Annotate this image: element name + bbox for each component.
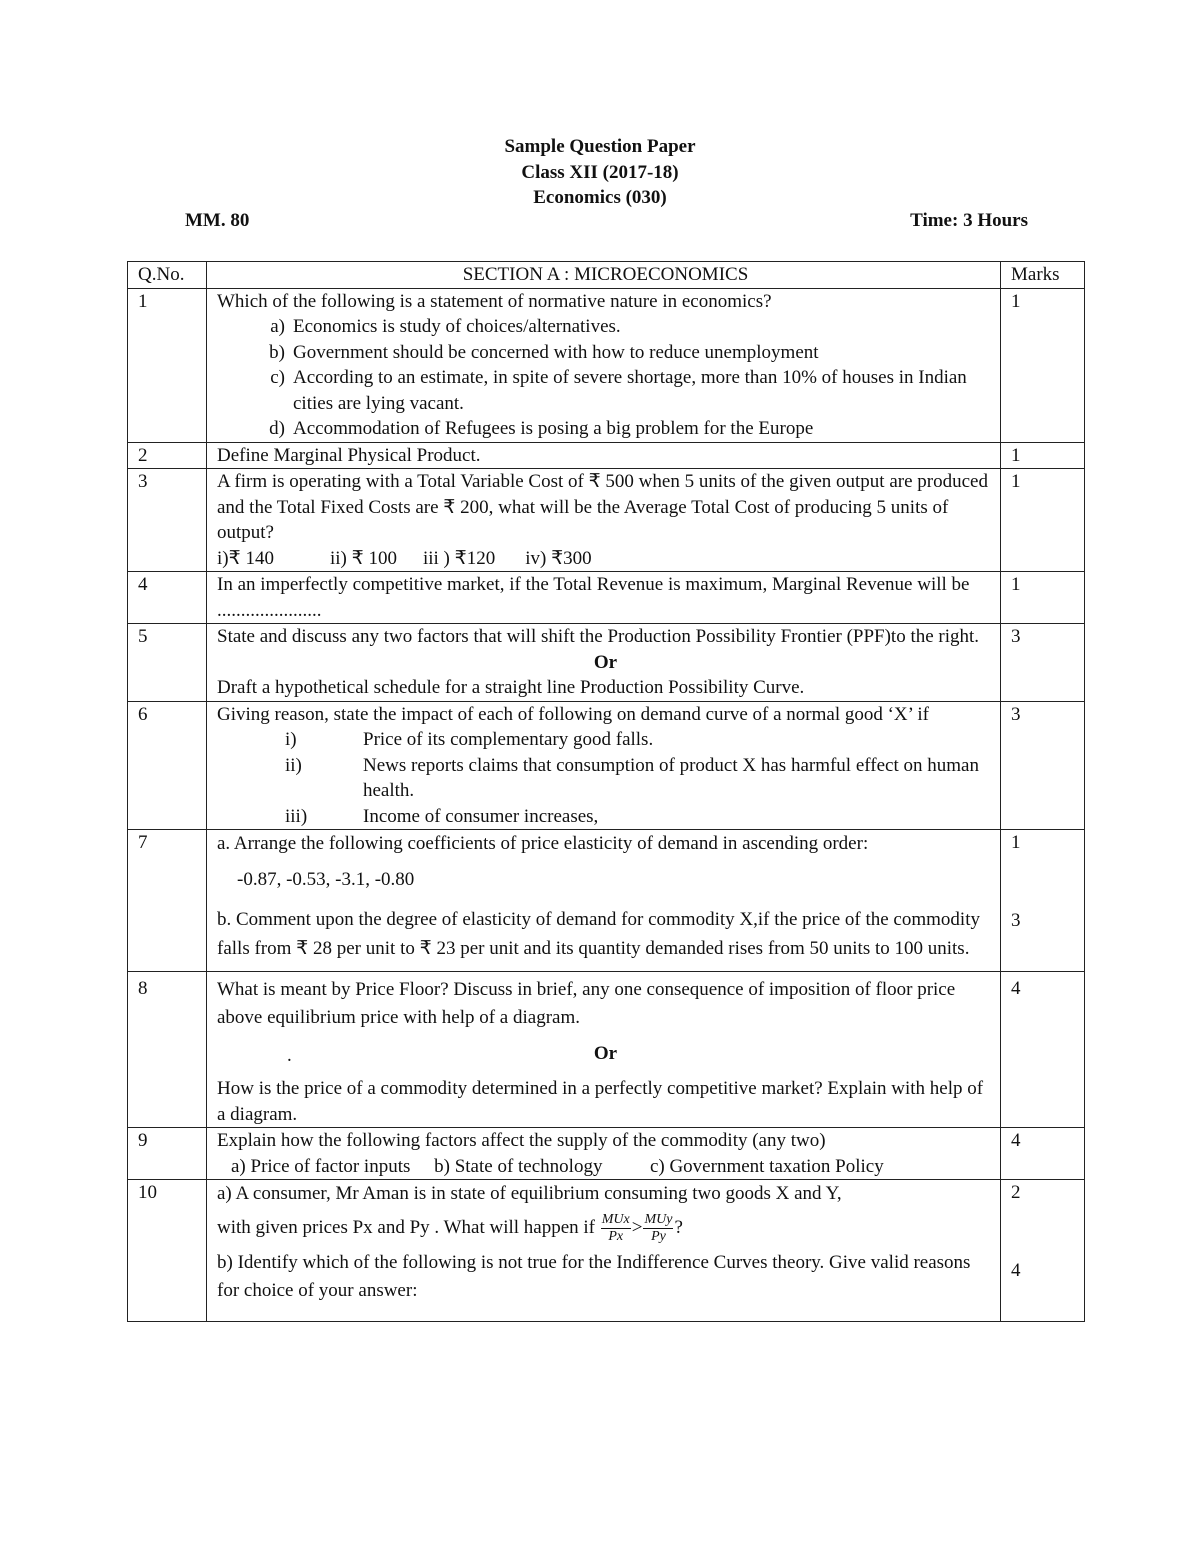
question-stem <box>217 469 994 546</box>
option-text: Accommodation of Refugees is posing a big problem for the Europe <box>293 418 814 439</box>
fraction-numerator: MUx <box>601 1212 630 1227</box>
list-item <box>217 753 994 804</box>
question-marks: 1 <box>1001 442 1085 469</box>
qno-header: Q.No. <box>128 262 207 289</box>
class-line: Class XII (2017-18) <box>521 161 679 183</box>
question-marks: 4 <box>1001 972 1085 1128</box>
option-label: i) <box>217 547 229 569</box>
stem-part: 28 per unit to <box>308 938 420 959</box>
marks-part-a: 2 <box>1011 1182 1021 1203</box>
question-text-b: b) Identify which of the following is not true for the Indifference Curves theory. Give valid reasons for choice of your answer: <box>217 1252 971 1301</box>
item-label: iii) <box>285 805 308 827</box>
question-number: 7 <box>128 830 207 972</box>
question-row-10 <box>128 1180 1085 1322</box>
option-c <box>217 365 994 416</box>
question-text-b: How is the price of a commodity determined in a perfectly competitive market? Explain with help of a diagram. <box>217 1078 984 1125</box>
question-row-8 <box>128 972 1085 1128</box>
option-text: Government should be concerned with how to reduce unemployment <box>293 341 819 363</box>
max-marks: MM. 80 <box>185 210 250 231</box>
rupee-symbol: ₹ <box>588 470 601 492</box>
question-marks: 1 <box>1001 288 1085 442</box>
rupee-symbol: ₹ <box>551 546 564 569</box>
factor-options: a) Price of factor inputs b) State of technology c) Government taxation Policy <box>231 1155 884 1177</box>
question-marks: 1 <box>1001 469 1085 572</box>
stem-part: with given prices Px and Py . What will happen if <box>217 1216 600 1238</box>
question-text-a1: a) A consumer, Mr Aman is in state of equilibrium consuming two goods X and Y, <box>217 1183 842 1204</box>
marks-part-b: 4 <box>1011 1259 1021 1281</box>
marks-part-a: 1 <box>1011 832 1021 853</box>
question-text-a: State and discuss any two factors that will shift the Production Possibility Frontier (PPF)to the right. <box>217 626 980 647</box>
question-text: In an imperfectly competitive market, if the Total Revenue is maximum, Marginal Revenue will be ...................... <box>207 572 1001 624</box>
option-label: iii ) <box>422 547 455 569</box>
question-marks: 3 <box>1001 624 1085 702</box>
fraction-mux-px <box>601 1212 631 1245</box>
item-text: Income of consumer increases, <box>363 805 599 827</box>
question-number: 10 <box>128 1180 207 1322</box>
stem-part: b. Comment upon the degree of elasticity of demand for commodity X,if the price of the commodity falls from <box>217 909 980 959</box>
question-number: 9 <box>128 1128 207 1180</box>
or-divider: Or <box>593 1043 618 1064</box>
question-number: 3 <box>128 469 207 572</box>
rupee-symbol: ₹ <box>443 495 456 518</box>
list-item <box>217 727 994 753</box>
item-text: News reports claims that consumption of product X has harmful effect on human health. <box>363 754 979 801</box>
question-number: 6 <box>128 701 207 830</box>
coefficients-list: -0.87, -0.53, -3.1, -0.80 <box>237 869 415 890</box>
question-content <box>207 701 1001 830</box>
question-marks: 1 <box>1001 572 1085 624</box>
question-text-a2 <box>217 1212 994 1245</box>
stem-part: A firm is operating with a Total Variable Cost of <box>217 471 589 492</box>
question-content <box>207 830 1001 972</box>
rupee-symbol: ₹ <box>419 937 432 959</box>
question-content <box>207 972 1001 1128</box>
rupee-symbol: ₹ <box>228 546 241 569</box>
question-row-7 <box>128 830 1085 972</box>
marks-part-b: 3 <box>1011 909 1021 931</box>
question-row-2 <box>128 442 1085 469</box>
option-d <box>217 416 994 442</box>
question-marks <box>1001 1180 1085 1322</box>
paper-title: Sample Question Paper <box>504 136 696 157</box>
marks-header: Marks <box>1001 262 1085 289</box>
rupee-symbol: ₹ <box>454 546 467 569</box>
option-b <box>217 340 994 366</box>
question-stem: Which of the following is a statement of normative nature in economics? <box>217 290 772 312</box>
question-row-6 <box>128 701 1085 830</box>
question-row-5 <box>128 624 1085 702</box>
option-label: ii) <box>329 547 352 569</box>
question-text-b: Draft a hypothetical schedule for a straight line Production Possibility Curve. <box>217 677 805 698</box>
fraction-denominator: Py <box>651 1229 666 1244</box>
rupee-symbol: ₹ <box>296 937 309 959</box>
option-label: iv) <box>525 547 552 569</box>
question-text: Define Marginal Physical Product. <box>207 442 1001 469</box>
option-text: According to an estimate, in spite of severe shortage, more than 10% of houses in Indian cities are lying vacant. <box>293 367 967 414</box>
question-content <box>207 469 1001 572</box>
question-text-a: What is meant by Price Floor? Discuss in brief, any one consequence of imposition of floor price above equilibrium price with help of a diagram. <box>217 979 956 1028</box>
subject-line: Economics (030) <box>533 187 667 208</box>
question-marks: 4 <box>1001 1128 1085 1180</box>
fraction-numerator: MUy <box>644 1212 673 1227</box>
question-mark: ? <box>674 1216 683 1238</box>
greater-than-sign: > <box>631 1216 643 1238</box>
question-number: 1 <box>128 288 207 442</box>
option-a <box>217 314 994 340</box>
questions-table <box>127 261 1085 1322</box>
question-row-3 <box>128 469 1085 572</box>
question-row-9 <box>128 1128 1085 1180</box>
item-label: ii) <box>285 754 302 776</box>
answer-options <box>217 546 994 572</box>
stem-part: 500 when 5 units of the given output are produced and the Total Fixed Costs are <box>217 471 988 518</box>
option-value: 140 <box>240 547 274 569</box>
table-header-row <box>128 262 1085 289</box>
question-content <box>207 1180 1001 1322</box>
rupee-symbol: ₹ <box>351 546 364 569</box>
fraction-muy-py <box>643 1212 673 1245</box>
stray-dot: . <box>287 1045 292 1066</box>
question-row-1 <box>128 288 1085 442</box>
question-number: 5 <box>128 624 207 702</box>
question-stem: Giving reason, state the impact of each of following on demand curve of a normal good ‘X’ if <box>217 703 929 725</box>
option-label: a) <box>270 316 285 337</box>
question-content <box>207 1128 1001 1180</box>
question-text-b <box>217 906 994 971</box>
question-number: 2 <box>128 442 207 469</box>
question-marks: 3 <box>1001 701 1085 830</box>
stem-part: 200, what will be the Average Total Cost of producing 5 units of output? <box>217 496 949 543</box>
stem-part: 23 per unit and its quantity demanded rises from 50 units to 100 units. <box>431 938 970 959</box>
question-stem: Explain how the following factors affect the supply of the commodity (any two) <box>217 1130 826 1151</box>
option-text: Economics is study of choices/alternatives. <box>293 316 621 337</box>
question-marks <box>1001 830 1085 972</box>
question-row-4 <box>128 572 1085 624</box>
question-text-a: a. Arrange the following coefficients of price elasticity of demand in ascending order: <box>217 833 869 854</box>
or-line <box>217 1036 994 1076</box>
question-number: 8 <box>128 972 207 1128</box>
fraction-denominator: Px <box>608 1229 624 1244</box>
question-content <box>207 624 1001 702</box>
paper-header <box>0 134 1200 211</box>
option-value: 300 <box>563 547 592 569</box>
option-value: 120 <box>466 547 496 569</box>
or-divider: Or <box>593 651 618 673</box>
section-header: SECTION A : MICROECONOMICS <box>207 262 1001 289</box>
option-label: c) <box>270 367 285 388</box>
question-content <box>207 288 1001 442</box>
question-number: 4 <box>128 572 207 624</box>
item-label: i) <box>285 729 297 750</box>
time-allowed: Time: 3 Hours <box>910 210 1028 231</box>
item-text: Price of its complementary good falls. <box>363 729 654 750</box>
option-label: d) <box>269 418 285 439</box>
list-item <box>217 804 994 830</box>
option-value: 100 <box>363 547 397 569</box>
option-label: b) <box>269 341 285 363</box>
